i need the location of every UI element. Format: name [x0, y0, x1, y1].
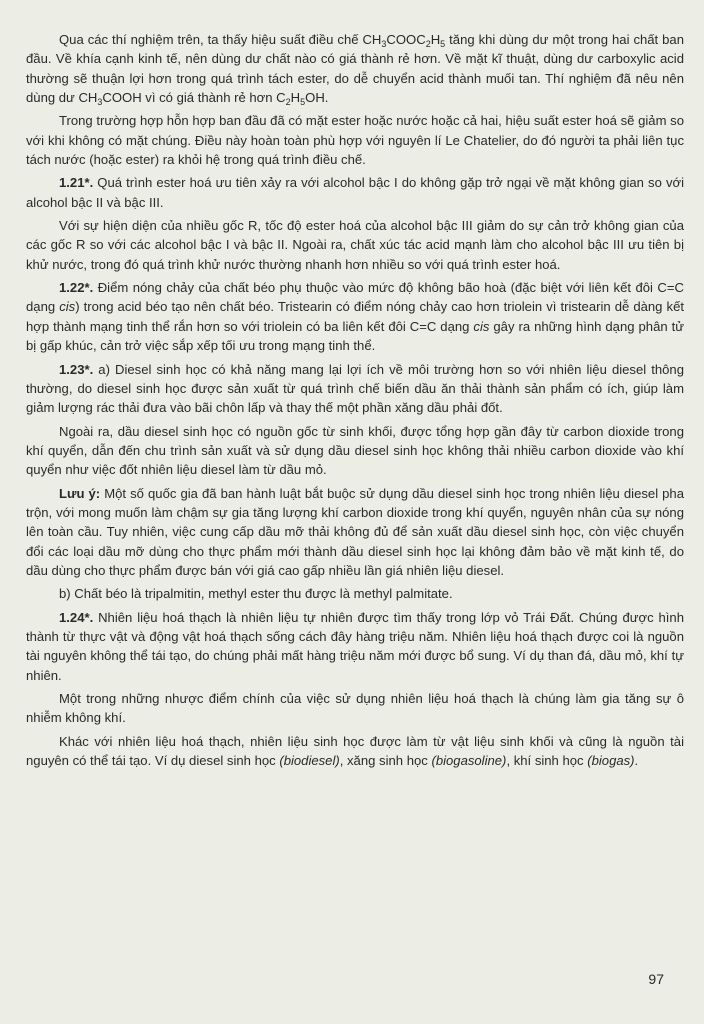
- paragraph-air-pollution: Một trong những nhược điểm chính của việc sử dụng nhiên liệu hoá thạch là chúng làm gia tăng sự ô nhiễm không khí.: [26, 691, 684, 726]
- note-paragraph: Lưu ý: Một số quốc gia đã ban hành luật bắt buộc sử dụng dầu diesel sinh học trong nhiên liệu diesel pha trộn, với mong muốn làm chậm sự gia tăng lượng khí carbon dioxide trong khí quyển, nguyên nhân của sự nóng lên toàn cầu. Tuy nhiên, việc cung cấp dầu mỡ thải không đủ để sản xuất dầu diesel sinh học, còn việc chuyển đổi các loại dầu mỡ dùng cho thực phẩm mới thành dầu diesel sinh học lại không đảm bảo về mặt kinh tế, do dầu dùng cho thực phẩm được bán với giá cao gấp nhiều lần giá nhiên liệu diesel.: [26, 485, 684, 578]
- note-label: Lưu ý:: [59, 485, 101, 501]
- answer-number: 1.23*.: [59, 361, 94, 377]
- answer-number: 1.21*.: [59, 175, 94, 191]
- answer-1-22: 1.22*. Điểm nóng chảy của chất béo phụ thuộc vào mức độ không bão hoà (đặc biệt với liên kết đôi C=C dạng cis) trong acid béo tạo nên chất béo. Tristearin có điểm nóng chảy cao hơn triolein vì tristearin dễ dàng kết hợp thành mạng tinh thể rắn hơn so với triolein có ba liên kết đôi C=C dạng cis gây ra những hình dạng phân tử bị gấp khúc, cản trở việc sắp xếp tối ưu trong mạng tinh thể.: [26, 280, 685, 354]
- answer-number: 1.24*.: [59, 609, 94, 625]
- paragraph-tripalmitin: b) Chất béo là tripalmitin, methyl ester thu được là methyl palmitate.: [59, 586, 453, 602]
- paragraph-le-chatelier: Trong trường hợp hỗn hợp ban đầu đã có mặt ester hoặc nước hoặc cả hai, hiệu suất ester hoá sẽ giảm so với khi không có mặt chúng. Điều này hoàn toàn phù hợp với nguyên lí Le Chatelier, do đó người ta phải liên tục tách nước (hoặc ester) ra khỏi hệ trong quá trình điều chế.: [26, 113, 684, 168]
- answer-1-23: 1.23*. a) Diesel sinh học có khả năng mang lại lợi ích về môi trường hơn so với nhiên liệu diesel thông thường, do diesel sinh học được sản xuất từ quá trình chế biến dầu ăn thải thành sản phẩm có ích, giúp làm giảm lượng rác thải đưa vào bãi chôn lấp và thay thế một phần xăng dầu phải đốt.: [26, 361, 684, 416]
- page-number: 97: [648, 971, 664, 987]
- paragraph-esterification-yield: Qua các thí nghiệm trên, ta thấy hiệu suất điều chế $CH_3COOC_2H_5$ tăng khi dùng dư một trong hai chất ban đầu. Về khía cạnh kinh tế, nên dùng dư chất nào có giá thành rẻ hơn. Về mặt kĩ thuật, dùng dư carboxylic acid thường sẽ thuận lợi hơn trong quá trình tách ester, do dễ chuyển acid thành muối tan. Thí nghiệm đã nêu nên dùng dư $CH_3COOH$ vì có giá thành rẻ hơn $C_2H_5OH$.: [26, 32, 684, 108]
- answer-number: 1.22*.: [59, 280, 94, 296]
- answer-1-24: 1.24*. Nhiên liệu hoá thạch là nhiên liệu tự nhiên được tìm thấy trong lớp vỏ Trái Đất. Chúng được hình thành từ thực vật và động vật hoá thạch sống cách đây hàng triệu năm. Nhiên liệu hoá thạch được coi là nguồn tài nguyên không thể tái tạo, do chúng phải mất hàng triệu năm mới được bổ sung. Ví dụ than đá, dầu mỏ, khí tự nhiên.: [26, 609, 684, 683]
- paragraph-steric-hindrance: Với sự hiện diện của nhiều gốc R, tốc độ ester hoá của alcohol bậc III giảm do sự cản trở không gian của các gốc R so với các alcohol bậc I và bậc II. Ngoài ra, chất xúc tác acid mạnh làm cho alcohol bậc III ưu tiên bị khử nước, trong đó quá trình khử nước thường nhanh hơn nhiều so với quá trình ester hoá.: [26, 218, 684, 272]
- page-content: [26, 30, 684, 774]
- paragraph-biofuels: Khác với nhiên liệu hoá thạch, nhiên liệu sinh học được làm từ vật liệu sinh khối và cũng là nguồn tài nguyên có thể tái tạo. Ví dụ diesel sinh học (biodiesel), xăng sinh học (biogasoline), khí sinh học (biogas).: [26, 733, 684, 769]
- answer-1-21: 1.21*. Quá trình ester hoá ưu tiên xảy ra với alcohol bậc I do không gặp trở ngại về mặt không gian so với alcohol bậc II và bậc III.: [26, 175, 684, 210]
- paragraph-biomass-origin: Ngoài ra, dầu diesel sinh học có nguồn gốc từ sinh khối, được tổng hợp gần đây từ carbon dioxide trong khí quyển, dẫn đến chu trình sản xuất và sử dụng dầu diesel sinh học không thải nhiều carbon dioxide vào khí quyển như việc đốt nhiên liệu diesel làm từ dầu mỏ.: [26, 423, 684, 478]
